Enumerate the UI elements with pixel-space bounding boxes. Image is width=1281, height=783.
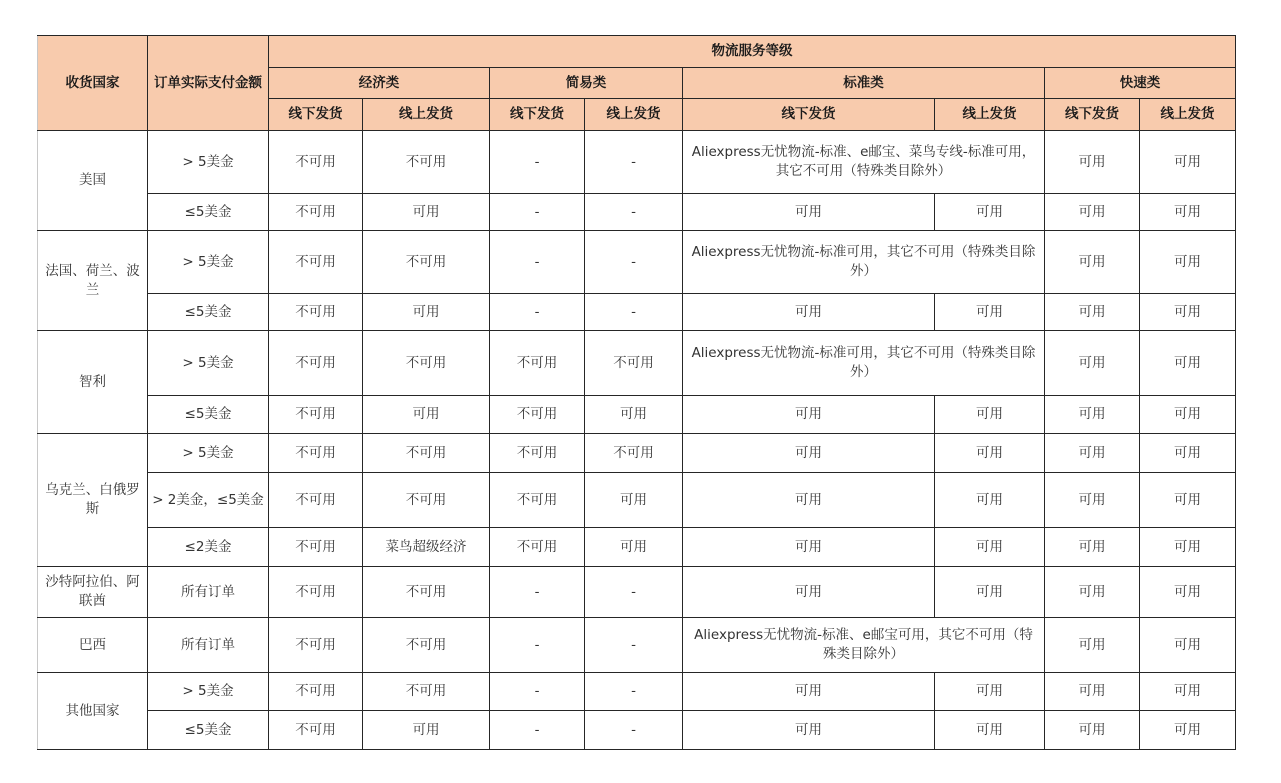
country-cell: 乌克兰、白俄罗斯 [38,434,148,567]
simple-online-cell: - [585,294,683,331]
table-row [38,434,1236,473]
simple-online-cell: 不可用 [585,331,683,396]
simple-offline-cell: - [490,673,585,711]
standard-offline-cell: 可用 [683,567,935,618]
express-online-cell: 可用 [1140,194,1236,231]
economy-offline-cell: 不可用 [269,473,363,528]
table-row [38,331,1236,396]
express-online-cell: 可用 [1140,618,1236,673]
simple-offline-cell: 不可用 [490,331,585,396]
table-header [38,36,1236,131]
economy-offline-cell: 不可用 [269,618,363,673]
simple-online-cell: - [585,194,683,231]
express-online-cell: 可用 [1140,231,1236,294]
express-online-cell: 可用 [1140,331,1236,396]
economy-offline-cell: 不可用 [269,294,363,331]
economy-offline-cell: 不可用 [269,231,363,294]
simple-online-cell: - [585,567,683,618]
amount-cell: ≤5美金 [148,711,269,750]
standard-offline-cell: 可用 [683,294,935,331]
simple-online-cell: - [585,131,683,194]
express-online-cell: 可用 [1140,711,1236,750]
express-offline-cell: 可用 [1045,396,1140,434]
express-offline-cell: 可用 [1045,473,1140,528]
economy-offline-cell: 不可用 [269,396,363,434]
economy-offline-cell: 不可用 [269,567,363,618]
express-offline-cell: 可用 [1045,131,1140,194]
header-mode-online: 线上发货 [935,99,1045,131]
standard-online-cell: 可用 [935,473,1045,528]
economy-online-cell: 菜鸟超级经济 [363,528,490,567]
economy-online-cell: 不可用 [363,473,490,528]
simple-online-cell: 可用 [585,396,683,434]
table-body [38,131,1236,750]
express-online-cell: 可用 [1140,434,1236,473]
standard-offline-cell: 可用 [683,673,935,711]
header-mode-offline: 线下发货 [1045,99,1140,131]
amount-cell: > 5美金 [148,131,269,194]
standard-merged-cell: Aliexpress无忧物流-标准、e邮宝、菜鸟专线-标准可用，其它不可用（特殊类目除外） [683,131,1045,194]
simple-online-cell: - [585,618,683,673]
economy-offline-cell: 不可用 [269,331,363,396]
table-row [38,618,1236,673]
standard-online-cell: 可用 [935,528,1045,567]
table-row [38,473,1236,528]
simple-online-cell: 可用 [585,473,683,528]
simple-offline-cell: - [490,618,585,673]
economy-online-cell: 可用 [363,711,490,750]
express-online-cell: 可用 [1140,294,1236,331]
standard-offline-cell: 可用 [683,396,935,434]
amount-cell: ≤5美金 [148,294,269,331]
standard-offline-cell: 可用 [683,528,935,567]
express-offline-cell: 可用 [1045,711,1140,750]
express-offline-cell: 可用 [1045,673,1140,711]
simple-online-cell: - [585,711,683,750]
economy-offline-cell: 不可用 [269,528,363,567]
economy-online-cell: 不可用 [363,434,490,473]
amount-cell: 所有订单 [148,618,269,673]
simple-offline-cell: - [490,194,585,231]
economy-offline-cell: 不可用 [269,673,363,711]
amount-cell: > 2美金，≤5美金 [148,473,269,528]
amount-cell: > 5美金 [148,434,269,473]
express-offline-cell: 可用 [1045,528,1140,567]
express-online-cell: 可用 [1140,528,1236,567]
header-country: 收货国家 [38,36,148,131]
express-offline-cell: 可用 [1045,194,1140,231]
simple-offline-cell: 不可用 [490,396,585,434]
express-offline-cell: 可用 [1045,294,1140,331]
country-cell: 沙特阿拉伯、阿联酋 [38,567,148,618]
express-offline-cell: 可用 [1045,567,1140,618]
economy-online-cell: 不可用 [363,231,490,294]
table-row [38,711,1236,750]
simple-online-cell: - [585,673,683,711]
standard-online-cell: 可用 [935,194,1045,231]
logistics-service-table [37,35,1236,750]
country-cell: 巴西 [38,618,148,673]
express-online-cell: 可用 [1140,131,1236,194]
standard-online-cell: 可用 [935,434,1045,473]
amount-cell: ≤5美金 [148,396,269,434]
standard-offline-cell: 可用 [683,194,935,231]
economy-offline-cell: 不可用 [269,131,363,194]
economy-online-cell: 可用 [363,396,490,434]
simple-online-cell: 可用 [585,528,683,567]
express-offline-cell: 可用 [1045,231,1140,294]
amount-cell: > 5美金 [148,331,269,396]
standard-merged-cell: Aliexpress无忧物流-标准可用，其它不可用（特殊类目除外） [683,231,1045,294]
country-cell: 法国、荷兰、波兰 [38,231,148,331]
header-amount: 订单实际支付金额 [148,36,269,131]
simple-offline-cell: - [490,567,585,618]
express-offline-cell: 可用 [1045,331,1140,396]
table-row [38,231,1236,294]
standard-merged-cell: Aliexpress无忧物流-标准可用，其它不可用（特殊类目除外） [683,331,1045,396]
header-category-express: 快速类 [1045,68,1236,99]
standard-online-cell: 可用 [935,673,1045,711]
header-mode-offline: 线下发货 [683,99,935,131]
header-category-economy: 经济类 [269,68,490,99]
header-mode-online: 线上发货 [585,99,683,131]
table-row [38,131,1236,194]
standard-offline-cell: 可用 [683,434,935,473]
simple-online-cell: - [585,231,683,294]
table-row [38,194,1236,231]
amount-cell: > 5美金 [148,231,269,294]
simple-offline-cell: - [490,131,585,194]
header-category-simple: 简易类 [490,68,683,99]
standard-offline-cell: 可用 [683,473,935,528]
standard-online-cell: 可用 [935,396,1045,434]
simple-offline-cell: - [490,294,585,331]
express-offline-cell: 可用 [1045,618,1140,673]
amount-cell: > 5美金 [148,673,269,711]
express-offline-cell: 可用 [1045,434,1140,473]
header-mode-online: 线上发货 [363,99,490,131]
economy-online-cell: 可用 [363,294,490,331]
simple-offline-cell: 不可用 [490,528,585,567]
table-row [38,528,1236,567]
economy-online-cell: 可用 [363,194,490,231]
standard-offline-cell: 可用 [683,711,935,750]
economy-online-cell: 不可用 [363,673,490,711]
amount-cell: 所有订单 [148,567,269,618]
country-cell: 其他国家 [38,673,148,750]
economy-offline-cell: 不可用 [269,711,363,750]
economy-online-cell: 不可用 [363,131,490,194]
header-service-level: 物流服务等级 [269,36,1236,68]
standard-online-cell: 可用 [935,294,1045,331]
simple-offline-cell: - [490,231,585,294]
amount-cell: ≤2美金 [148,528,269,567]
country-cell: 美国 [38,131,148,231]
express-online-cell: 可用 [1140,567,1236,618]
express-online-cell: 可用 [1140,673,1236,711]
standard-online-cell: 可用 [935,711,1045,750]
header-mode-offline: 线下发货 [269,99,363,131]
simple-offline-cell: - [490,711,585,750]
table-row [38,673,1236,711]
header-mode-online: 线上发货 [1140,99,1236,131]
standard-online-cell: 可用 [935,567,1045,618]
table-row [38,294,1236,331]
table-row [38,567,1236,618]
table-row [38,396,1236,434]
simple-offline-cell: 不可用 [490,473,585,528]
simple-offline-cell: 不可用 [490,434,585,473]
economy-online-cell: 不可用 [363,331,490,396]
economy-offline-cell: 不可用 [269,194,363,231]
header-mode-offline: 线下发货 [490,99,585,131]
economy-offline-cell: 不可用 [269,434,363,473]
express-online-cell: 可用 [1140,396,1236,434]
header-category-standard: 标准类 [683,68,1045,99]
economy-online-cell: 不可用 [363,618,490,673]
express-online-cell: 可用 [1140,473,1236,528]
amount-cell: ≤5美金 [148,194,269,231]
simple-online-cell: 不可用 [585,434,683,473]
economy-online-cell: 不可用 [363,567,490,618]
standard-merged-cell: Aliexpress无忧物流-标准、e邮宝可用，其它不可用（特殊类目除外） [683,618,1045,673]
country-cell: 智利 [38,331,148,434]
